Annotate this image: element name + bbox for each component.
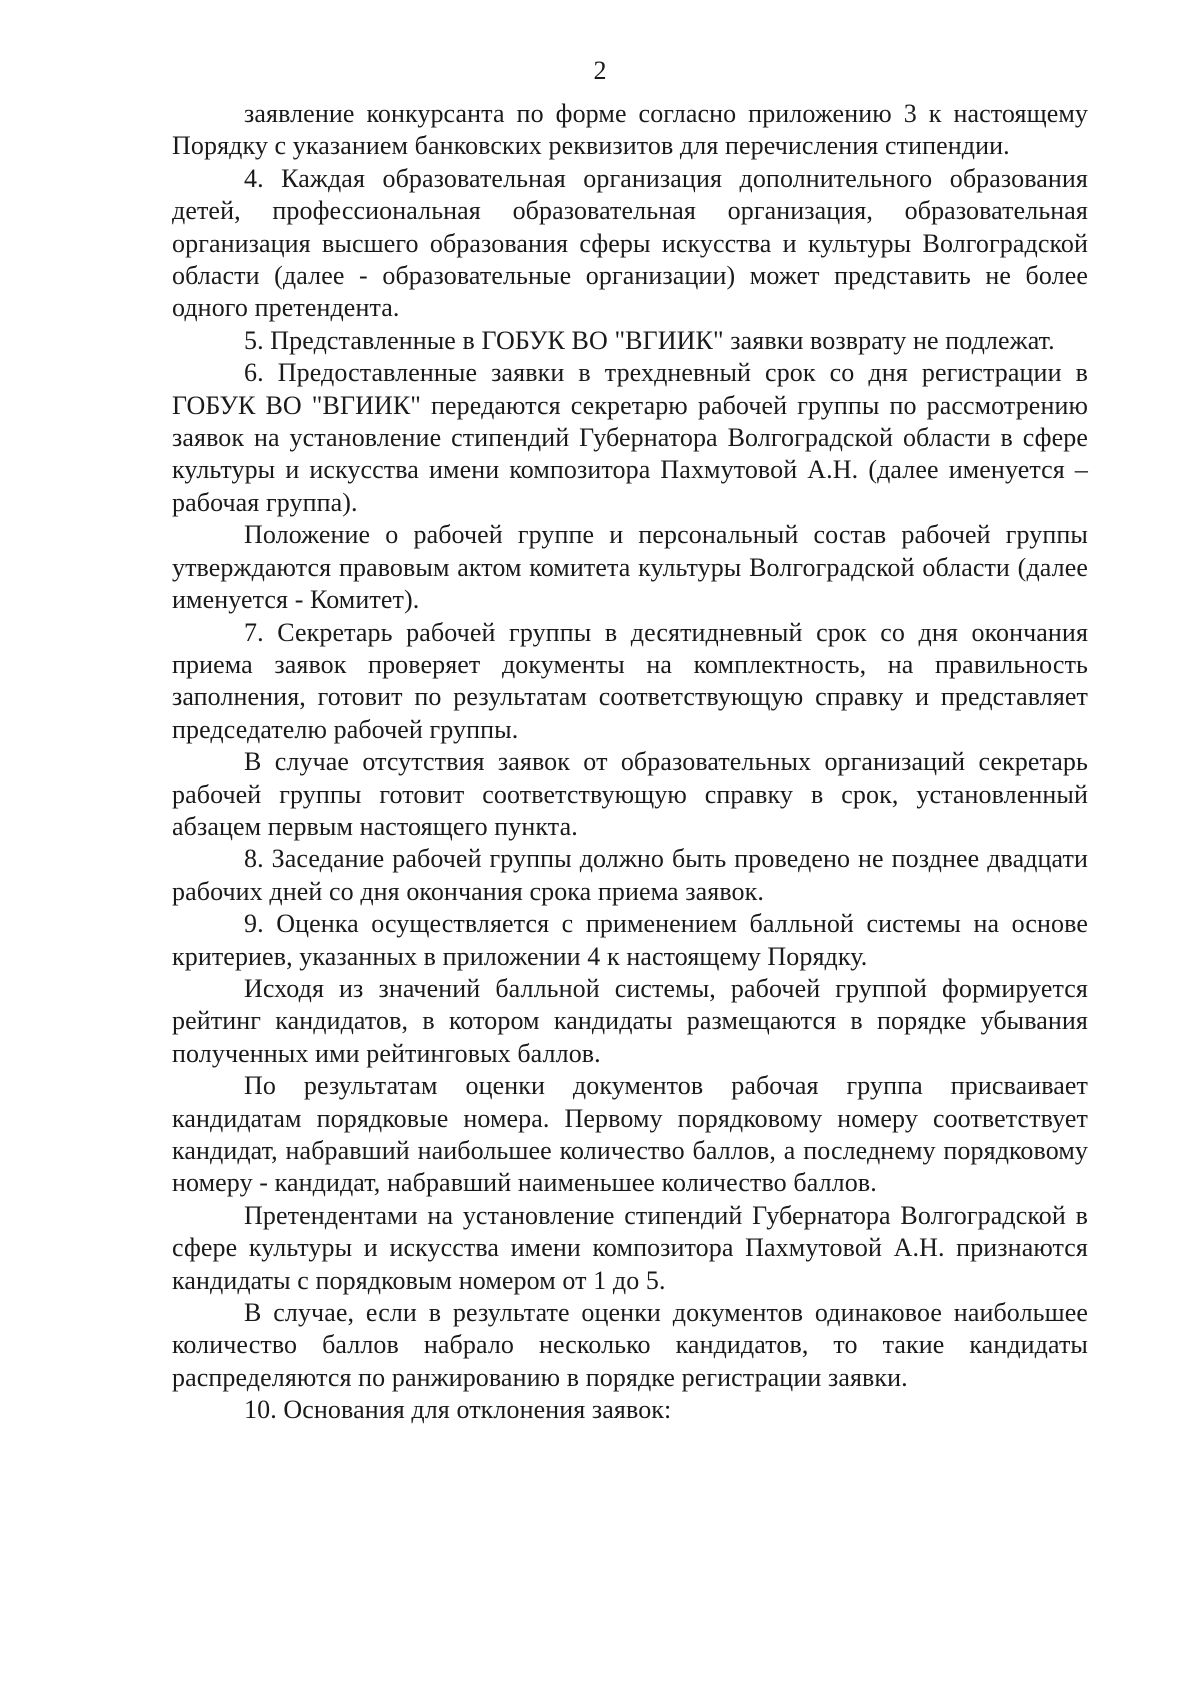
paragraph-rating-formation: Исходя из значений балльной системы, рабочей группой формируется рейтинг кандидатов, в котором кандидаты размещаются в порядке убывания полученных ими рейтинговых баллов. [172,973,1088,1068]
paragraph-item-5: 5. Представленные в ГОБУК ВО "ВГИИК" заявки возврату не подлежат. [244,325,1055,355]
paragraph-application-continuation: заявление конкурсанта по форме согласно приложению 3 к настоящему Порядку с указанием банковских реквизитов для перечисления стипендии. [172,99,1088,161]
paragraph-item-8: 8. Заседание рабочей группы должно быть проведено не позднее двадцати рабочих дней со дня окончания срока приема заявок. [172,844,1088,906]
paragraph-item-7: 7. Секретарь рабочей группы в десятидневный срок со дня окончания приема заявок проверяет документы на комплектность, на правильность заполнения, готовит по результатам соответствующую справку и представляет председателю рабочей группы. [172,617,1088,744]
paragraph-item-6: 6. Предоставленные заявки в трехдневный срок со дня регистрации в ГОБУК ВО "ВГИИК" передаются секретарю рабочей группы по рассмотрению заявок на установление стипендий Губернатора Волгоградской области в сфере культуры и искусства имени композитора Пахмутовой А.Н. (далее именуется – рабочая группа). [172,358,1088,517]
paragraph-item-4: 4. Каждая образовательная организация дополнительного образования детей, профессиональная образовательная организация, образовательная организация высшего образования сферы искусства и культуры Волгоградской области (далее - образовательные организации) может представить не более одного претендента. [172,163,1088,323]
document-body [172,98,1088,1427]
paragraph-no-applications-case: В случае отсутствия заявок от образовательных организаций секретарь рабочей группы готовит соответствующую справку в срок, установленный абзацем первым настоящего пункта. [172,747,1088,841]
paragraph-item-10: 10. Основания для отклонения заявок: [244,1395,672,1425]
paragraph-ordinal-numbers: По результатам оценки документов рабочая группа присваивает кандидатам порядковые номера. Первому порядковому номеру соответствует кандидат, набравший наибольшее количество баллов, а последнему порядковому номеру - кандидат, набравший наименьшее количество баллов. [172,1071,1088,1198]
paragraph-item-9: 9. Оценка осуществляется с применением балльной системы на основе критериев, указанных в приложении 4 к настоящему Порядку. [172,909,1088,971]
paragraph-working-group-regulation: Положение о рабочей группе и персональный состав рабочей группы утверждаются правовым актом комитета культуры Волгоградской области (далее именуется - Комитет). [172,520,1088,615]
page-number: 2 [593,56,607,85]
paragraph-candidates-recognized: Претендентами на установление стипендий Губернатора Волгоградской в сфере культуры и искусства имени композитора Пахмутовой А.Н. признаются кандидаты с порядковым номером от 1 до 5. [172,1200,1088,1295]
paragraph-equal-scores: В случае, если в результате оценки документов одинаковое наибольшее количество баллов набрало несколько кандидатов, то такие кандидаты распределяются по ранжированию в порядке регистрации заявки. [172,1298,1088,1392]
